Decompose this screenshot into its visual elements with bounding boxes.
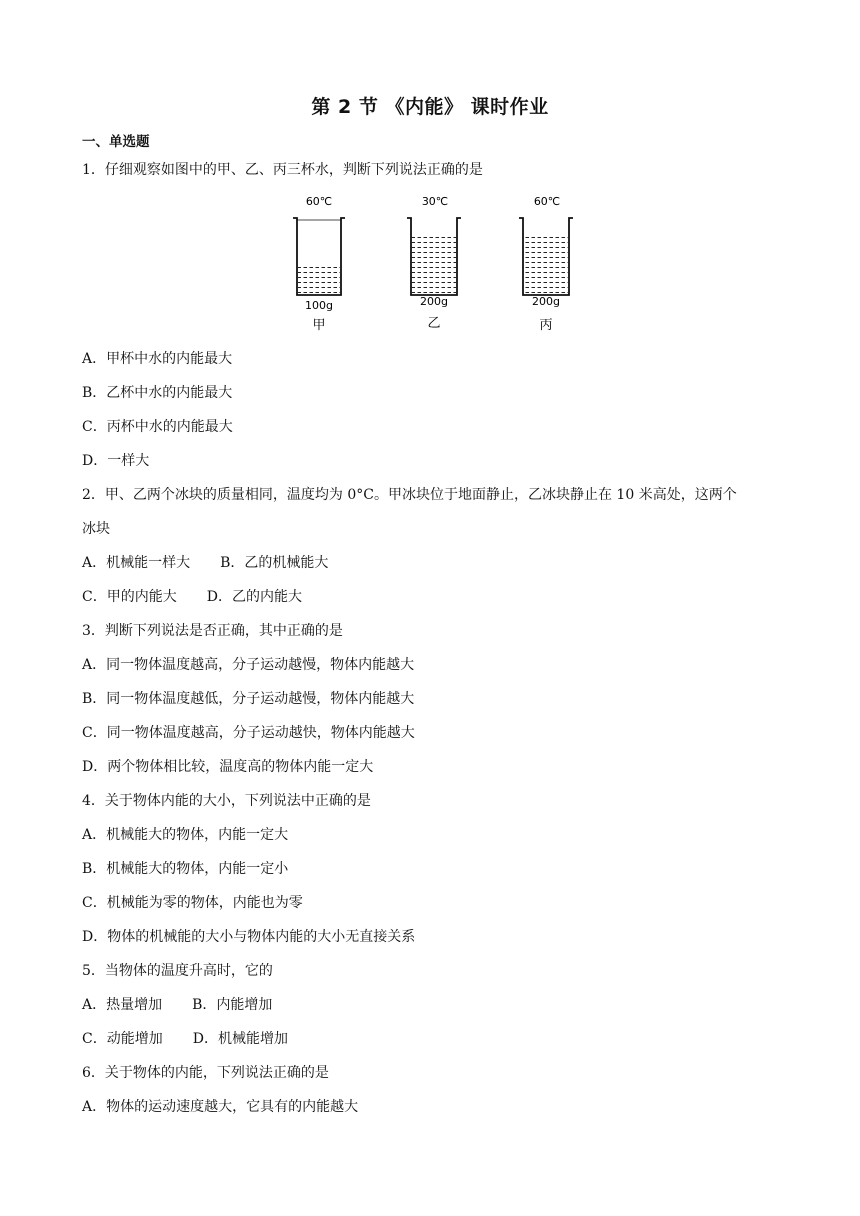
beaker-bing-temp: 60℃ [533,195,561,208]
q2-option-b: B．乙的机械能大 [220,555,329,571]
q2-option-c: C．甲的内能大 [82,589,177,605]
beakers-svg [285,190,575,340]
beakers-figure [285,190,575,340]
q5-option-d: D．机械能增加 [192,1031,288,1047]
beaker-bing-label: 丙 [539,318,553,333]
q3-option-c: C．同一物体温度越高，分子运动越快，物体内能越大 [82,725,415,741]
q2-stem-line1: 2．甲、乙两个冰块的质量相同，温度均为 0°C。甲冰块位于地面静止，乙冰块静止在 10 米高处，这两个 [82,487,737,503]
q4-option-a: A．机械能大的物体，内能一定大 [82,827,289,843]
q1-option-b: B．乙杯中水的内能最大 [82,385,233,401]
beaker-jia-label: 甲 [312,318,326,333]
q5-options-row2 [82,1028,288,1048]
page-title: 第 2 节 《内能》 课时作业 [311,96,549,118]
beaker-yi [407,195,461,331]
q5-option-b: B．内能增加 [192,997,273,1013]
beaker-jia-water [298,264,340,294]
beaker-bing-mass: 200g [532,295,560,308]
q1-option-d: D．一样大 [82,453,150,469]
q3-option-a: A．同一物体温度越高，分子运动越慢，物体内能越大 [82,657,415,673]
beaker-bing [519,195,573,333]
q1-option-c: C．丙杯中水的内能最大 [82,419,233,435]
q5-option-a: A．热量增加 [82,997,163,1013]
q6-stem: 6．关于物体的内能，下列说法正确的是 [82,1065,329,1081]
beaker-jia-mass: 100g [305,299,333,312]
q4-option-b: B．机械能大的物体，内能一定小 [82,861,289,877]
q4-option-d: D．物体的机械能的大小与物体内能的大小无直接关系 [82,929,416,945]
beaker-yi-water [412,235,456,294]
q1-option-a: A．甲杯中水的内能最大 [82,351,233,367]
q3-option-d: D．两个物体相比较，温度高的物体内能一定大 [82,759,374,775]
beaker-yi-temp: 30℃ [421,195,449,208]
q3-stem: 3．判断下列说法是否正确，其中正确的是 [82,623,343,639]
q2-options-row1 [82,552,328,572]
beaker-yi-label: 乙 [427,316,441,331]
q4-stem: 4．关于物体内能的大小，下列说法中正确的是 [82,793,371,809]
q5-options-row1 [82,994,272,1014]
q2-option-a: A．机械能一样大 [82,555,191,571]
beaker-yi-mass: 200g [420,295,448,308]
q5-option-c: C．动能增加 [82,1031,163,1047]
q2-stem-line2: 冰块 [82,521,110,537]
q5-stem: 5．当物体的温度升高时，它的 [82,963,273,979]
q1-stem: 1．仔细观察如图中的甲、乙、丙三杯水，判断下列说法正确的是 [82,162,483,178]
beaker-jia-temp: 60℃ [305,195,333,208]
q4-option-c: C．机械能为零的物体，内能也为零 [82,895,303,911]
section-heading: 一、单选题 [82,134,150,150]
beaker-bing-water [524,235,568,294]
q6-option-a: A．物体的运动速度越大，它具有的内能越大 [82,1099,359,1115]
q3-option-b: B．同一物体温度越低，分子运动越慢，物体内能越大 [82,691,415,707]
q2-options-row2 [82,586,302,606]
beaker-jia [293,195,345,333]
q2-option-d: D．乙的内能大 [206,589,302,605]
